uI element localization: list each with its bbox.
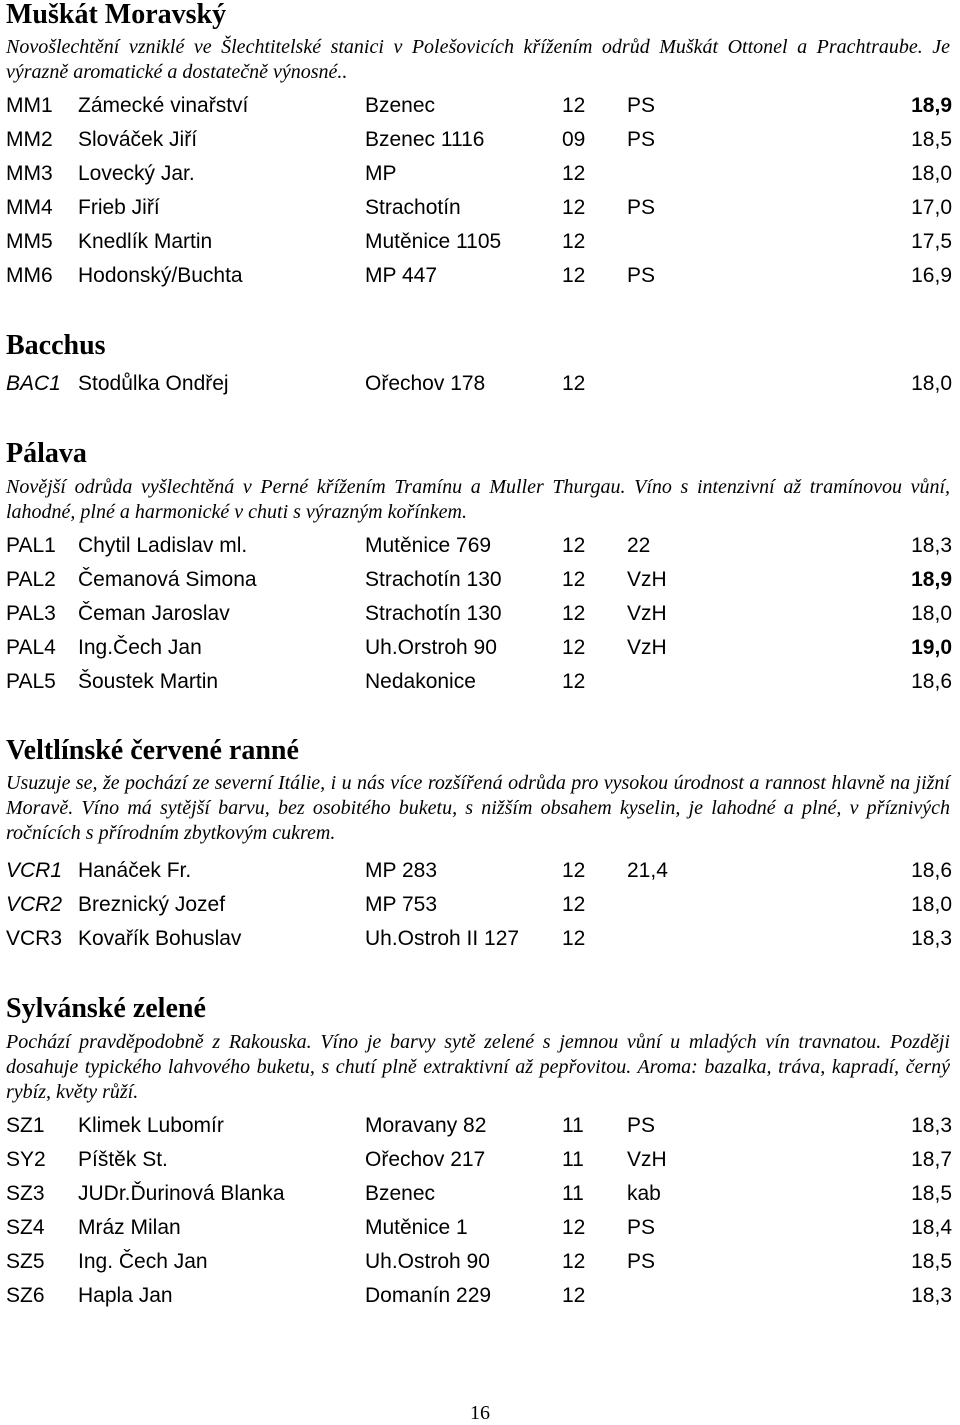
entry-vintage: 12 [562,636,586,659]
entry-location: MP [365,162,397,185]
entry-grower: Zámecké vinařství [78,94,249,117]
entry-score: 18,0 [911,893,952,916]
section-description-veltlinske-cervene-ranne: Usuzuje se, že pochází ze severní Itálie, i u nás více rozšířená odrůda pro vysokou úrodnost a rannost hlavně na jižní Moravě. Víno má sytější barvu, bez osobitého buketu, s nižším obsahem kyselin, je lahodné a plné, v příznivých ročnících s přírodním zbytkovým cukrem. [6,772,950,844]
entry-type: PS [627,128,656,151]
table-row [0,92,960,120]
entry-score: 17,0 [911,196,952,219]
entry-code: SZ5 [6,1250,45,1273]
table-row [0,1282,960,1310]
entry-score: 18,0 [911,162,952,185]
entry-vintage: 12 [562,602,586,625]
entry-code: VCR2 [6,893,63,916]
entry-location: Mutěnice 769 [365,534,492,557]
section-description-palava: Novější odrůda vyšlechtěná v Perné křížením Tramínu a Muller Thurgau. Víno s intenzivní až tramínovou vůní, lahodné, plné a harmonické v chuti s výrazným kořínkem. [6,476,950,523]
section-heading-veltlinske-cervene-ranne: Veltlínské červené ranné [6,735,299,766]
entry-grower: Breznický Jozef [78,893,226,916]
entry-grower: Píštěk St. [78,1148,168,1171]
table-row [0,160,960,188]
entry-score: 18,9 [911,94,952,117]
section-heading-sylvanske-zelene: Sylvánské zelené [6,993,206,1024]
entry-grower: Frieb Jiří [78,196,160,219]
entry-type: VzH [627,636,667,659]
entry-grower: Ing. Čech Jan [78,1250,208,1273]
entry-score: 18,7 [911,1148,952,1171]
entry-code: MM6 [6,264,53,287]
table-row [0,126,960,154]
table-row [0,634,960,662]
entry-location: Uh.Orstroh 90 [365,636,497,659]
entry-vintage: 12 [562,1284,586,1307]
table-row [0,262,960,290]
table-row [0,857,960,885]
entry-type: VzH [627,568,667,591]
table-row [0,1248,960,1276]
entry-grower: Klimek Lubomír [78,1114,224,1137]
entry-type: PS [627,1250,656,1273]
entry-location: Uh.Ostroh 90 [365,1250,490,1273]
entry-grower: Kovařík Bohuslav [78,927,242,950]
entry-location: Uh.Ostroh II 127 [365,927,520,950]
table-row [0,370,960,398]
table-row [0,1214,960,1242]
entry-score: 18,3 [911,1114,952,1137]
entry-vintage: 12 [562,196,586,219]
entry-code: PAL1 [6,534,56,557]
entry-score: 16,9 [911,264,952,287]
entry-location: Mutěnice 1105 [365,230,502,253]
entry-type: PS [627,196,656,219]
entry-type: PS [627,1114,656,1137]
entry-code: VCR1 [6,859,63,882]
entry-location: MP 283 [365,859,437,882]
section-heading-muskat-moravsky: Muškát Moravský [6,0,227,30]
table-row [0,566,960,594]
entry-vintage: 12 [562,264,586,287]
entry-code: SZ3 [6,1182,45,1205]
entry-vintage: 12 [562,859,586,882]
section-description-muskat-moravsky: Novošlechtění vzniklé ve Šlechtitelské stanici v Polešovicích křížením odrůd Muškát Ottonel a Prachtraube. Je výrazně aromatické a dostatečně výnosné.. [6,36,950,83]
table-row [0,532,960,560]
section-heading-palava: Pálava [6,438,87,469]
entry-score: 18,3 [911,1284,952,1307]
entry-score: 18,3 [911,927,952,950]
entry-score: 18,5 [911,1250,952,1273]
entry-grower: Knedlík Martin [78,230,213,253]
entry-location: MP 753 [365,893,437,916]
entry-grower: Šoustek Martin [78,670,219,693]
entry-location: Bzenec 1116 [365,128,485,151]
entry-location: Bzenec [365,1182,436,1205]
entry-type: 21,4 [627,859,668,882]
entry-score: 18,5 [911,128,952,151]
entry-code: SY2 [6,1148,46,1171]
entry-type: PS [627,94,656,117]
entry-score: 17,5 [911,230,952,253]
entry-type: PS [627,1216,656,1239]
entry-location: Strachotín [365,196,461,219]
entry-grower: JUDr.Ďurinová Blanka [78,1182,285,1205]
entry-location: Strachotín 130 [365,602,502,625]
entry-type: VzH [627,602,667,625]
entry-score: 18,0 [911,602,952,625]
entry-grower: Čeman Jaroslav [78,602,230,625]
entry-code: SZ6 [6,1284,45,1307]
table-row [0,925,960,953]
entry-type: 22 [627,534,651,557]
entry-code: SZ4 [6,1216,45,1239]
entry-code: SZ1 [6,1114,45,1137]
entry-grower: Hodonský/Buchta [78,264,243,287]
entry-score: 18,3 [911,534,952,557]
entry-location: Domanín 229 [365,1284,492,1307]
entry-code: MM5 [6,230,53,253]
entry-grower: Čemanová Simona [78,568,257,591]
entry-score: 18,0 [911,372,952,395]
entry-vintage: 12 [562,568,586,591]
entry-vintage: 12 [562,230,586,253]
entry-code: PAL4 [6,636,56,659]
entry-vintage: 12 [562,927,586,950]
entry-code: PAL5 [6,670,56,693]
entry-vintage: 12 [562,893,586,916]
entry-score: 19,0 [911,636,952,659]
entry-location: Ořechov 217 [365,1148,486,1171]
entry-vintage: 12 [562,372,586,395]
entry-location: Mutěnice 1 [365,1216,468,1239]
table-row [0,1180,960,1208]
entry-grower: Chytil Ladislav ml. [78,534,248,557]
entry-grower: Lovecký Jar. [78,162,195,185]
entry-grower: Hanáček Fr. [78,859,192,882]
entry-grower: Ing.Čech Jan [78,636,202,659]
entry-vintage: 12 [562,534,586,557]
entry-vintage: 11 [562,1182,584,1205]
entry-location: Strachotín 130 [365,568,502,591]
entry-location: Ořechov 178 [365,372,486,395]
table-row [0,600,960,628]
entry-vintage: 12 [562,1250,586,1273]
table-row [0,668,960,696]
table-row [0,891,960,919]
page-number: 16 [470,1402,490,1424]
entry-score: 18,6 [911,670,952,693]
entry-type: VzH [627,1148,667,1171]
section-heading-bacchus: Bacchus [6,330,106,361]
table-row [0,1112,960,1140]
entry-location: Nedakonice [365,670,476,693]
entry-vintage: 09 [562,128,586,151]
entry-vintage: 12 [562,1216,586,1239]
entry-score: 18,6 [911,859,952,882]
table-row [0,228,960,256]
entry-score: 18,9 [911,568,952,591]
entry-location: Bzenec [365,94,436,117]
entry-type: PS [627,264,656,287]
entry-code: PAL2 [6,568,56,591]
entry-grower: Hapla Jan [78,1284,173,1307]
entry-vintage: 12 [562,162,586,185]
entry-vintage: 12 [562,670,586,693]
section-description-sylvanske-zelene: Pochází pravděpodobně z Rakouska. Víno je barvy sytě zelené s jemnou vůní u mladých vín travnatou. Později dosahuje typického lahvového buketu, s chutí plně extraktivní až pepřovitou. Aroma: bazalka, tráva, kapradí, černý rybíz, květy růží. [6,1031,950,1103]
entry-vintage: 11 [562,1114,584,1137]
entry-code: MM1 [6,94,53,117]
entry-grower: Slováček Jiří [78,128,198,151]
table-row [0,194,960,222]
entry-location: MP 447 [365,264,437,287]
entry-type: kab [627,1182,661,1205]
table-row [0,1146,960,1174]
entry-location: Moravany 82 [365,1114,487,1137]
entry-code: BAC1 [6,372,61,395]
entry-grower: Stodůlka Ondřej [78,372,229,395]
entry-code: PAL3 [6,602,56,625]
entry-code: MM3 [6,162,53,185]
entry-score: 18,5 [911,1182,952,1205]
entry-code: MM4 [6,196,53,219]
entry-code: VCR3 [6,927,63,950]
entry-score: 18,4 [911,1216,952,1239]
entry-vintage: 11 [562,1148,584,1171]
entry-code: MM2 [6,128,53,151]
entry-vintage: 12 [562,94,586,117]
entry-grower: Mráz Milan [78,1216,181,1239]
